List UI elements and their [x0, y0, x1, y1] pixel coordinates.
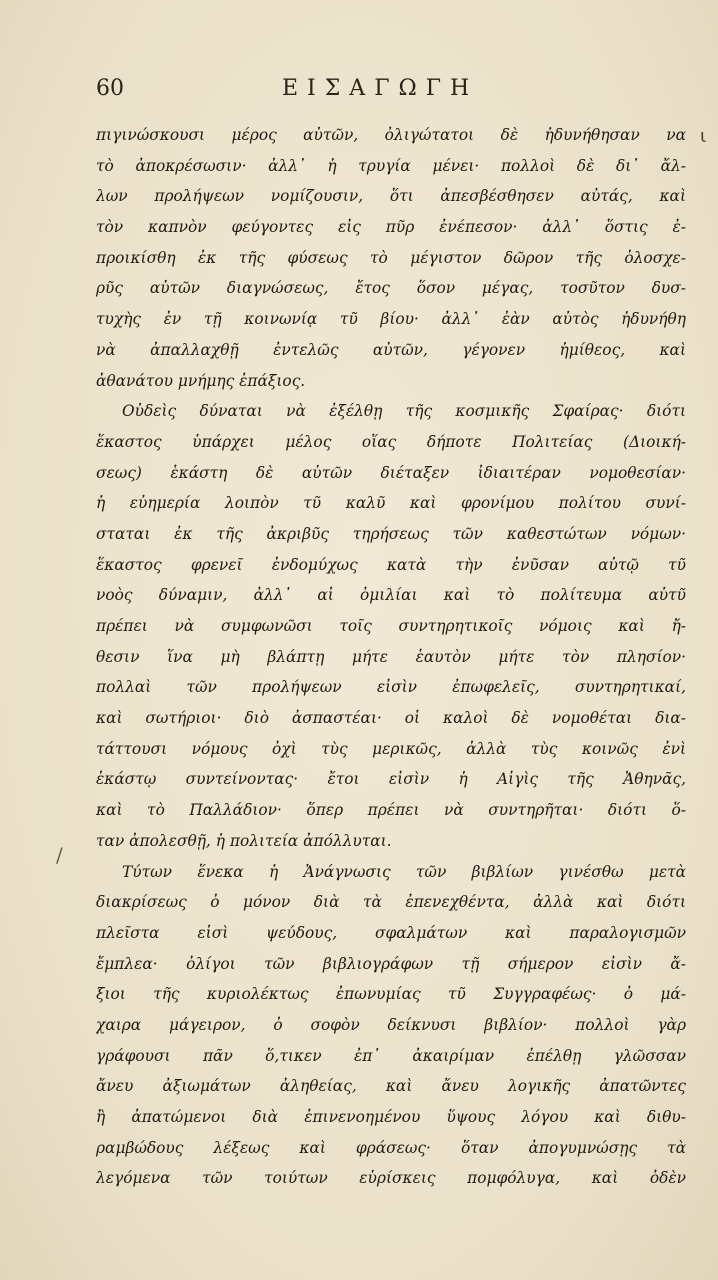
text-line: γράφουσι πᾶν ὅ,τικεν ἐπ᾽ ἀκαιρίμαν ἐπέλθῃ γλῶσσαν — [96, 1046, 686, 1065]
text-line: καὶ σωτήριοι· διὸ ἀσπαστέαι· οἱ καλοὶ δὲ νομοθέται δια- — [96, 709, 686, 728]
text-line: ἔμπλεα· ὀλίγοι τῶν βιβλιογράφων τῇ σήμερον εἰσὶν ἄ- — [96, 954, 686, 973]
text-line: ἢ ἀπατώμενοι διὰ ἐπινενοημένου ὕψους λόγου καὶ διθυ- — [96, 1108, 686, 1126]
text-line: ρῦς αὐτῶν διαγνώσεως, ἔτος ὅσον μέγας, τοσῦτον δυσ- — [96, 279, 686, 298]
page-header — [96, 76, 516, 110]
text-line: ἡ εὐημερία λοιπὸν τῦ καλῦ καὶ φρονίμου πολίτου συνί- — [96, 494, 686, 513]
text-line: λεγόμενα τῶν τοιύτων εὑρίσκεις πομφόλυγα, καὶ ὀδὲν — [96, 1169, 686, 1188]
text-line: πιγινώσκουσι μέρος αὐτῶν, ὀλιγώτατοι δὲ ἠδυνήθησαν να — [96, 126, 686, 144]
text-line: χαιρα μάγειρον, ὀ σοφὸν δείκνυσι βιβλίον· πολλοὶ γὰρ — [96, 1015, 686, 1034]
page-number: 60 — [96, 76, 124, 101]
text-line: τὸ ἀποκρέσωσιν· ἀλλ᾽ ἡ τρυγία μένει· πολλοὶ δὲ δι᾽ ἄλ- — [96, 156, 686, 175]
text-line: ξιοι τῆς κυριολέκτως ἐπωνυμίας τῦ Συγγραφέως· ὀ μά- — [96, 985, 686, 1004]
text-line: πολλαὶ τῶν προλήψεων εἰσὶν ἐπωφελεῖς, συντηρητικαί, — [96, 678, 686, 697]
text-line: ἕκαστος ὑπάρχει μέλος οἵας δήποτε Πολιτείας (Διοική- — [96, 432, 686, 451]
text-line: ἑκάστῳ συντείνοντας· ἔτοι εἰσὶν ἡ Αἰγὶς τῆς Ἀθηνᾶς, — [96, 770, 686, 789]
text-line: νοὸς δύναμιν, ἀλλ᾽ αἱ ὁμιλίαι καὶ τὸ πολίτευμα αὐτῦ — [96, 586, 686, 605]
text-line: ἀθανάτου μνήμης ἐπάξιος. — [96, 371, 306, 390]
text-line: τὸν καπνὸν φεύγοντες εἰς πῦρ ἐνέπεσον· ἀλλ᾽ ὅστις ἐ- — [96, 218, 686, 237]
text-line: θεσιν ἵνα μὴ βλάπτῃ μήτε ἑαυτὸν μήτε τὸν πλησίον· — [96, 647, 686, 666]
text-line: πλεῖστα εἰσὶ ψεύδους, σφαλμάτων καὶ παραλογισμῶν — [96, 923, 686, 942]
edge-mark: ι — [700, 126, 707, 147]
text-line: ραμβώδους λέξεως καὶ φράσεως· ὅταν ἀπογυμνώσῃς τὰ — [96, 1138, 686, 1157]
text-line: πρέπει νὰ συμφωνῶσι τοῖς συντηρητικοῖς νόμοις καὶ ἤ- — [96, 617, 686, 635]
text-line: προικίσθη ἐκ τῆς φύσεως τὸ μέγιστον δῶρον τῆς ὁλοσχε- — [96, 248, 686, 267]
body-text — [96, 120, 686, 1194]
text-line: διακρίσεως ὀ μόνον διὰ τὰ ἐπενεχθέντα, ἀλλὰ καὶ διότι — [96, 893, 686, 912]
text-line: ταν ἀπολεσθῇ, ἡ πολιτεία ἀπόλλυται. — [96, 831, 392, 850]
text-line: τυχὴς ἐν τῇ κοινωνίᾳ τῦ βίου· ἀλλ᾽ ἐὰν αὐτὸς ἠδυνήθη — [96, 310, 686, 329]
text-line: λων προλήψεων νομίζουσιν, ὅτι ἀπεσβέσθησεν αὐτάς, καὶ — [96, 187, 686, 206]
text-line: σταται ἐκ τῆς ἀκριβῦς τηρήσεως τῶν καθεστώτων νόμων· — [96, 524, 686, 543]
text-line: νὰ ἀπαλλαχθῇ ἐντελῶς αὐτῶν, γέγονεν ἡμίθεος, καὶ — [96, 340, 686, 359]
margin-pencil-mark: / — [56, 843, 63, 867]
paragraph-start-line: Οὐδεὶς δύναται νὰ ἐξέλθῃ τῆς κοσμικῆς Σφαίρας· διότι — [122, 402, 686, 421]
paragraph-start-line: Τύτων ἕνεκα ἡ Ἀνάγνωσις τῶν βιβλίων γινέσθω μετὰ — [122, 862, 686, 881]
running-head: ΕΙΣΑΓΩΓΗ — [282, 76, 479, 101]
text-line: καὶ τὸ Παλλάδιον· ὅπερ πρέπει νὰ συντηρῆται· διότι ὅ- — [96, 801, 686, 820]
text-line: σεως) ἑκάστη δὲ αὐτῶν διέταξεν ἰδιαιτέραν νομοθεσίαν· — [96, 463, 686, 482]
text-line: ἄνευ ἀξιωμάτων ἀληθείας, καὶ ἄνευ λογικῆς ἀπατῶντες — [96, 1077, 686, 1096]
text-line: τάττουσι νόμους ὀχὶ τὺς μερικῶς, ἀλλὰ τὺς κοινῶς ἐνὶ — [96, 739, 686, 758]
text-line: ἕκαστος φρενεῖ ἐνδομύχως κατὰ τὴν ἐνῦσαν αὐτῷ τῦ — [96, 555, 686, 574]
